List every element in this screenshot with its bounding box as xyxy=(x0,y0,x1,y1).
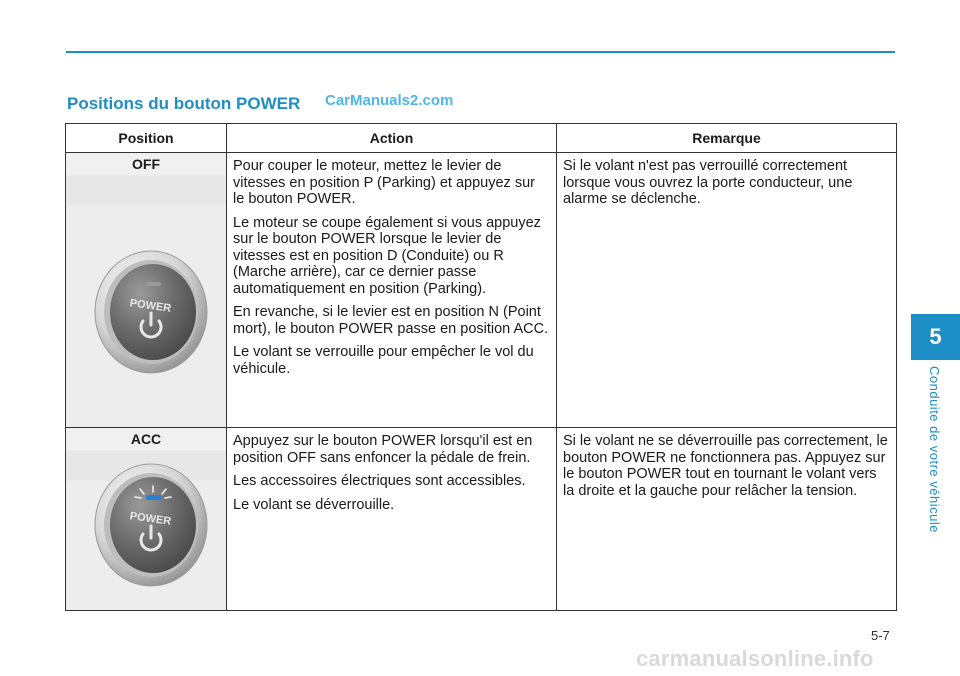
remarque-cell-acc xyxy=(557,428,897,611)
table-row-off xyxy=(66,153,897,428)
action-acc-paragraph: Appuyez sur le bouton POWER lorsqu'il est en position OFF sans enfoncer la pédale de frein. xyxy=(233,433,533,466)
chapter-title: Conduite de votre véhicule xyxy=(927,366,942,533)
remarque-cell-off xyxy=(557,153,897,428)
action-cell-off xyxy=(227,153,557,428)
action-off-paragraph: En revanche, si le levier est en position N (Point mort), le bouton POWER passe en position ACC. xyxy=(233,304,549,337)
action-acc-paragraph: Les accessoires électriques sont accessibles. xyxy=(233,473,526,489)
power-button-lit-icon xyxy=(93,462,209,588)
watermark-link[interactable]: CarManuals2.com xyxy=(325,92,454,109)
header-position: Position xyxy=(66,124,227,153)
power-text-acc: POWER xyxy=(129,510,172,528)
position-label-acc: ACC xyxy=(130,431,162,447)
action-acc-paragraph: Le volant se déverrouille. xyxy=(233,496,395,513)
footer-watermark[interactable]: carmanualsonline.info xyxy=(636,646,874,671)
header-action: Action xyxy=(227,124,557,153)
action-cell-acc xyxy=(227,428,557,611)
remarque-off-text: Si le volant n'est pas verrouillé correctement lorsque vous ouvrez la porte conducteur, une alarme se déclenche. xyxy=(563,158,853,207)
action-off-paragraph: Pour couper le moteur, mettez le levier de vitesses en position P (Parking) et appuyez sur le bouton POWER. xyxy=(233,158,535,207)
table-row-acc xyxy=(66,428,897,611)
power-button-off-image xyxy=(93,249,209,375)
power-positions-table xyxy=(65,123,897,611)
power-text-off: POWER xyxy=(129,297,172,315)
header-remarque: Remarque xyxy=(557,124,897,153)
page-number: 5-7 xyxy=(871,628,890,643)
table-header-row xyxy=(66,124,897,153)
power-button-acc-image xyxy=(93,462,209,588)
action-off-paragraph: Le moteur se coupe également si vous appuyez sur le bouton POWER lorsque le levier de vitesses est en position D (Conduite) ou R (Marche arrière), car ce dernier passe automatiquement en position (Parking). xyxy=(233,214,541,297)
remarque-acc-text: Si le volant ne se déverrouille pas correctement, le bouton POWER ne fonctionnera pas. Appuyez sur le bouton POWER tout en tournant le volant vers la droite et la gauche pour relâcher la tension. xyxy=(563,433,888,499)
position-cell-acc xyxy=(66,428,227,611)
action-off-paragraph: Le volant se verrouille pour empêcher le vol du véhicule. xyxy=(233,344,534,377)
section-title: Positions du bouton POWER xyxy=(67,94,301,113)
chapter-number-tab[interactable]: 5 xyxy=(911,314,960,360)
position-cell-off xyxy=(66,153,227,428)
position-label-off: OFF xyxy=(132,156,160,172)
power-button-icon xyxy=(93,249,209,375)
header-rule xyxy=(66,51,895,53)
